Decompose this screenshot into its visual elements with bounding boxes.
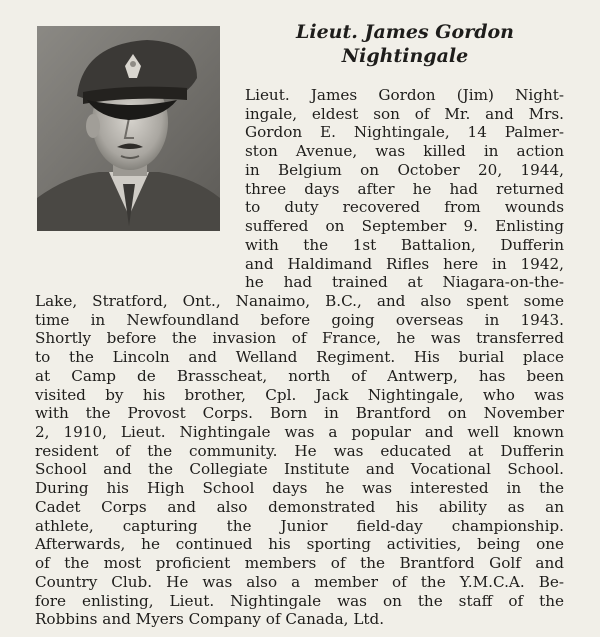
body-line: ingale, eldest son of Mr. and Mrs. [245, 104, 564, 123]
body-line: resident of the community. He was educated at Dufferin [35, 441, 564, 460]
body-line: visited by his brother, Cpl. Jack Nightingale, who was [35, 385, 564, 404]
title-line-1: Lieut. James Gordon [296, 21, 514, 43]
body-line: Lieut. James Gordon (Jim) Night- [245, 86, 564, 104]
body-line: three days after he had returned [245, 179, 564, 198]
body-line: Robbins and Myers Company of Canada, Ltd. [35, 610, 385, 629]
body-line: Afterwards, he continued his sporting activities, being one [35, 535, 564, 554]
body-line: During his High School days he was interested in the [35, 479, 564, 498]
body-line: in Belgium on October 20, 1944, [245, 160, 564, 179]
body-line: Gordon E. Nightingale, 14 Palmer- [245, 123, 564, 142]
body-line: with the Provost Corps. Born in Brantford on November [35, 404, 564, 423]
body-line: Cadet Corps and also demonstrated his ability as an [35, 497, 564, 516]
body-line: with the 1st Battalion, Dufferin [245, 235, 564, 254]
body-line: suffered on September 9. Enlisting [245, 217, 564, 236]
body-line: at Camp de Brasscheat, north of Antwerp, has been [35, 366, 564, 385]
body-line: School and the Collegiate Institute and Vocational School. [35, 460, 564, 479]
body-line: Lake, Stratford, Ont., Nanaimo, B.C., and also spent some [35, 291, 564, 310]
body-line: Country Club. He was also a member of the Y.M.C.A. Be- [35, 572, 564, 591]
body-line: athlete, capturing the Junior field-day championship. [35, 516, 564, 535]
body-line: 2, 1910, Lieut. Nightingale was a popular and well known [35, 423, 564, 442]
body-line: he had trained at Niagara-on-the- [245, 273, 564, 292]
portrait-photo [37, 26, 220, 231]
body-line: time in Newfoundland before going overseas in 1943. [35, 310, 564, 329]
article-title [250, 20, 560, 68]
body-line: and Haldimand Rifles here in 1942, [245, 254, 564, 273]
portrait-illustration [37, 26, 220, 231]
body-line: Shortly before the invasion of France, he was transferred [35, 329, 564, 348]
body-line: ston Avenue, was killed in action [245, 142, 564, 161]
body-line: of the most proficient members of the Brantford Golf and [35, 554, 564, 573]
body-line: fore enlisting, Lieut. Nightingale was on the staff of the [35, 591, 564, 610]
body-line: to duty recovered from wounds [245, 198, 564, 217]
title-line-2: Nightingale [341, 45, 469, 67]
body-line: to the Lincoln and Welland Regiment. His burial place [35, 348, 564, 367]
